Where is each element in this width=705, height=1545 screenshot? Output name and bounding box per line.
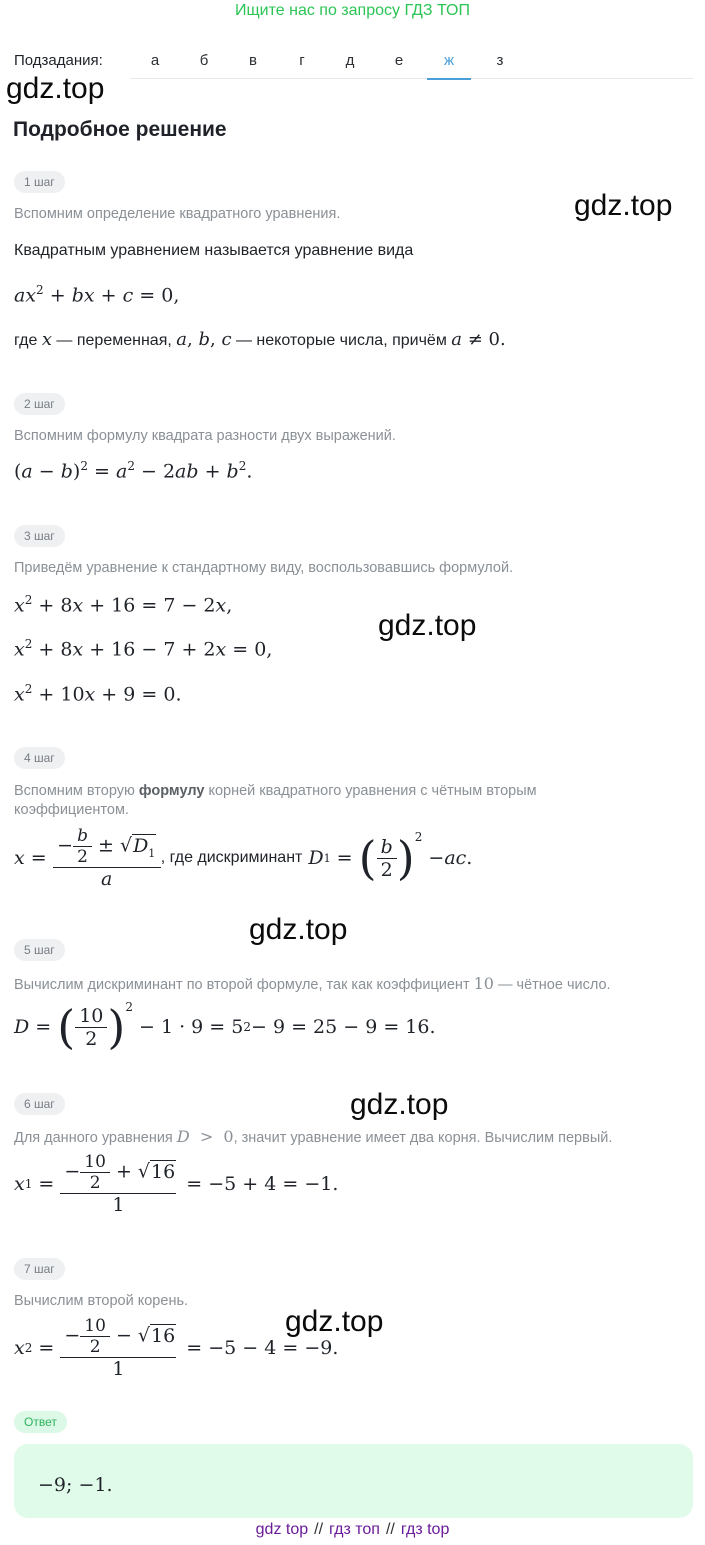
subtasks-tabbar <box>130 50 693 79</box>
discriminant-calc: D = ( $\frac{10}{2}$ ) $^2$ − 1 · 9 = 5 2 − 9 = 25 − 9 = 16. <box>14 1000 436 1054</box>
equation-line: $x^2 + 8x + 16 - 7 + 2x = 0$, <box>14 637 273 661</box>
watermark: gdz.top <box>285 1305 384 1338</box>
root-x2: x 2 = − $\frac{10}{2}$ − √16 1 = −5 − 4 = −9. <box>14 1316 339 1380</box>
step-badge: 3 шаг <box>14 525 65 547</box>
tab-z[interactable]: з <box>496 52 504 69</box>
footer-link[interactable]: gdz top <box>255 1521 309 1538</box>
tab-a[interactable]: а <box>150 52 160 69</box>
tab-b[interactable]: б <box>199 52 209 69</box>
watermark: gdz.top <box>6 72 105 105</box>
step-hint: Вспомним определение квадратного уравнения. <box>14 206 341 222</box>
active-tab-indicator <box>427 78 471 80</box>
answer-box <box>14 1444 693 1518</box>
formula-roots-even: x = − $\frac{b}{2}$ ± $√D_1$ a , где дискриминант D 1 = ( $\frac{b}{2}$ ) $^2$ − ac . <box>14 826 473 890</box>
step-hint: Для данного уравнения D > 0, значит уравнение имеет два корня. Вычислим первый. <box>14 1127 613 1146</box>
formula-link[interactable]: формулу <box>138 783 205 799</box>
footer-link[interactable]: гдз топ <box>329 1521 380 1538</box>
step-badge: 1 шаг <box>14 171 65 193</box>
watermark: gdz.top <box>574 189 673 222</box>
formula-square-diff: $(a - b)^2 = a^2 - 2ab + b^2$. <box>14 459 253 483</box>
answer-badge: Ответ <box>14 1411 67 1433</box>
step-hint: Вычислим второй корень. <box>14 1293 189 1309</box>
subtasks-label: Подзадания: <box>14 52 103 69</box>
step-hint: Вспомним вторую формулу корней квадратного уравнения с чётным вторым коэффициентом. <box>14 783 537 818</box>
footer-separator: // <box>314 1521 324 1538</box>
tab-d[interactable]: д <box>345 52 355 69</box>
answer-value: −9; −1. <box>38 1474 113 1496</box>
step-text: Квадратным уравнением называется уравнение вида <box>14 242 414 259</box>
watermark: gdz.top <box>249 913 348 946</box>
equation-line: $x^2 + 10x + 9 = 0$. <box>14 682 182 706</box>
watermark: gdz.top <box>350 1088 449 1121</box>
footer-links <box>0 1521 705 1539</box>
tab-e[interactable]: е <box>394 52 404 69</box>
tab-g[interactable]: г <box>299 52 305 69</box>
step-badge: 2 шаг <box>14 393 65 415</box>
step-hint: Вычислим дискриминант по второй формуле, так как коэффициент 10 — чётное число. <box>14 974 611 993</box>
watermark: gdz.top <box>378 609 477 642</box>
tab-zh[interactable]: ж <box>443 52 455 69</box>
step-badge: 6 шаг <box>14 1093 65 1115</box>
root-x1: x 1 = − $\frac{10}{2}$ + √16 1 = −5 + 4 = −1. <box>14 1152 339 1216</box>
step-badge: 7 шаг <box>14 1258 65 1280</box>
solution-heading: Подробное решение <box>13 118 227 141</box>
step-badge: 5 шаг <box>14 939 65 961</box>
formula-quadratic: $ax^2$ + bx + c = 0, <box>14 283 180 307</box>
step-hint: Приведём уравнение к стандартному виду, воспользовавшись формулой. <box>14 560 514 576</box>
step-hint: Вспомним формулу квадрата разности двух выражений. <box>14 428 396 444</box>
step-text-vars: где x — переменная, a, b, c — некоторые числа, причём a ≠ 0. <box>14 329 506 350</box>
footer-separator: // <box>385 1521 395 1538</box>
step-badge: 4 шаг <box>14 747 65 769</box>
tab-v[interactable]: в <box>249 52 257 69</box>
promo-banner[interactable]: Ищите нас по запросу ГДЗ ТОП <box>235 2 470 19</box>
equation-line: $x^2 + 8x + 16 = 7 - 2x$, <box>14 593 233 617</box>
footer-link[interactable]: гдз top <box>400 1521 450 1538</box>
